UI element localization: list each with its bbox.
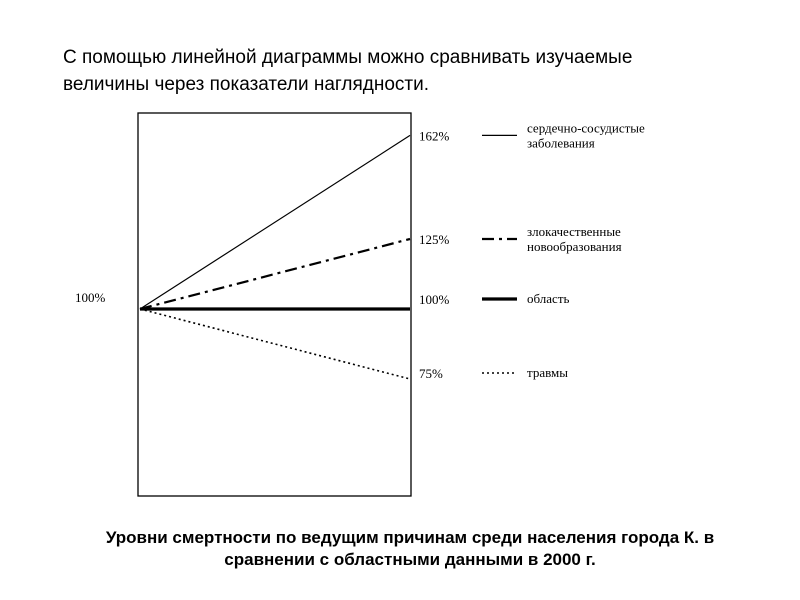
chart-caption: [30, 527, 790, 571]
legend-label-1-1: сердечно-сосудистые: [527, 120, 645, 136]
base-value-label: 100%: [75, 290, 106, 305]
caption-line-2: сравнении с областными данными в 2000 г.: [224, 550, 596, 569]
legend-label-1-2: заболевания: [527, 135, 595, 151]
series-line-1: [140, 135, 410, 309]
legend-label-3-1: область: [527, 291, 570, 306]
end-value-label-2: 125%: [419, 232, 450, 247]
legend-label-2-2: новообразования: [527, 239, 622, 254]
legend-label-4-1: травмы: [527, 365, 568, 380]
end-value-label-1: 162%: [419, 128, 450, 144]
intro-line-1: С помощью линейной диаграммы можно сравнивать изучаемые: [63, 47, 633, 68]
intro-line-2: величины через показатели наглядности.: [63, 74, 430, 95]
end-value-label-4: 75%: [419, 366, 443, 381]
chart-marks: [75, 120, 645, 381]
end-value-label-3: 100%: [419, 292, 450, 307]
series-line-2: [140, 239, 410, 309]
plot-frame: [138, 113, 411, 496]
caption-line-1: Уровни смертности по ведущим причинам среди населения города К. в: [105, 528, 715, 547]
legend-label-2-1: злокачественные: [527, 224, 621, 239]
series-line-4: [140, 309, 410, 379]
